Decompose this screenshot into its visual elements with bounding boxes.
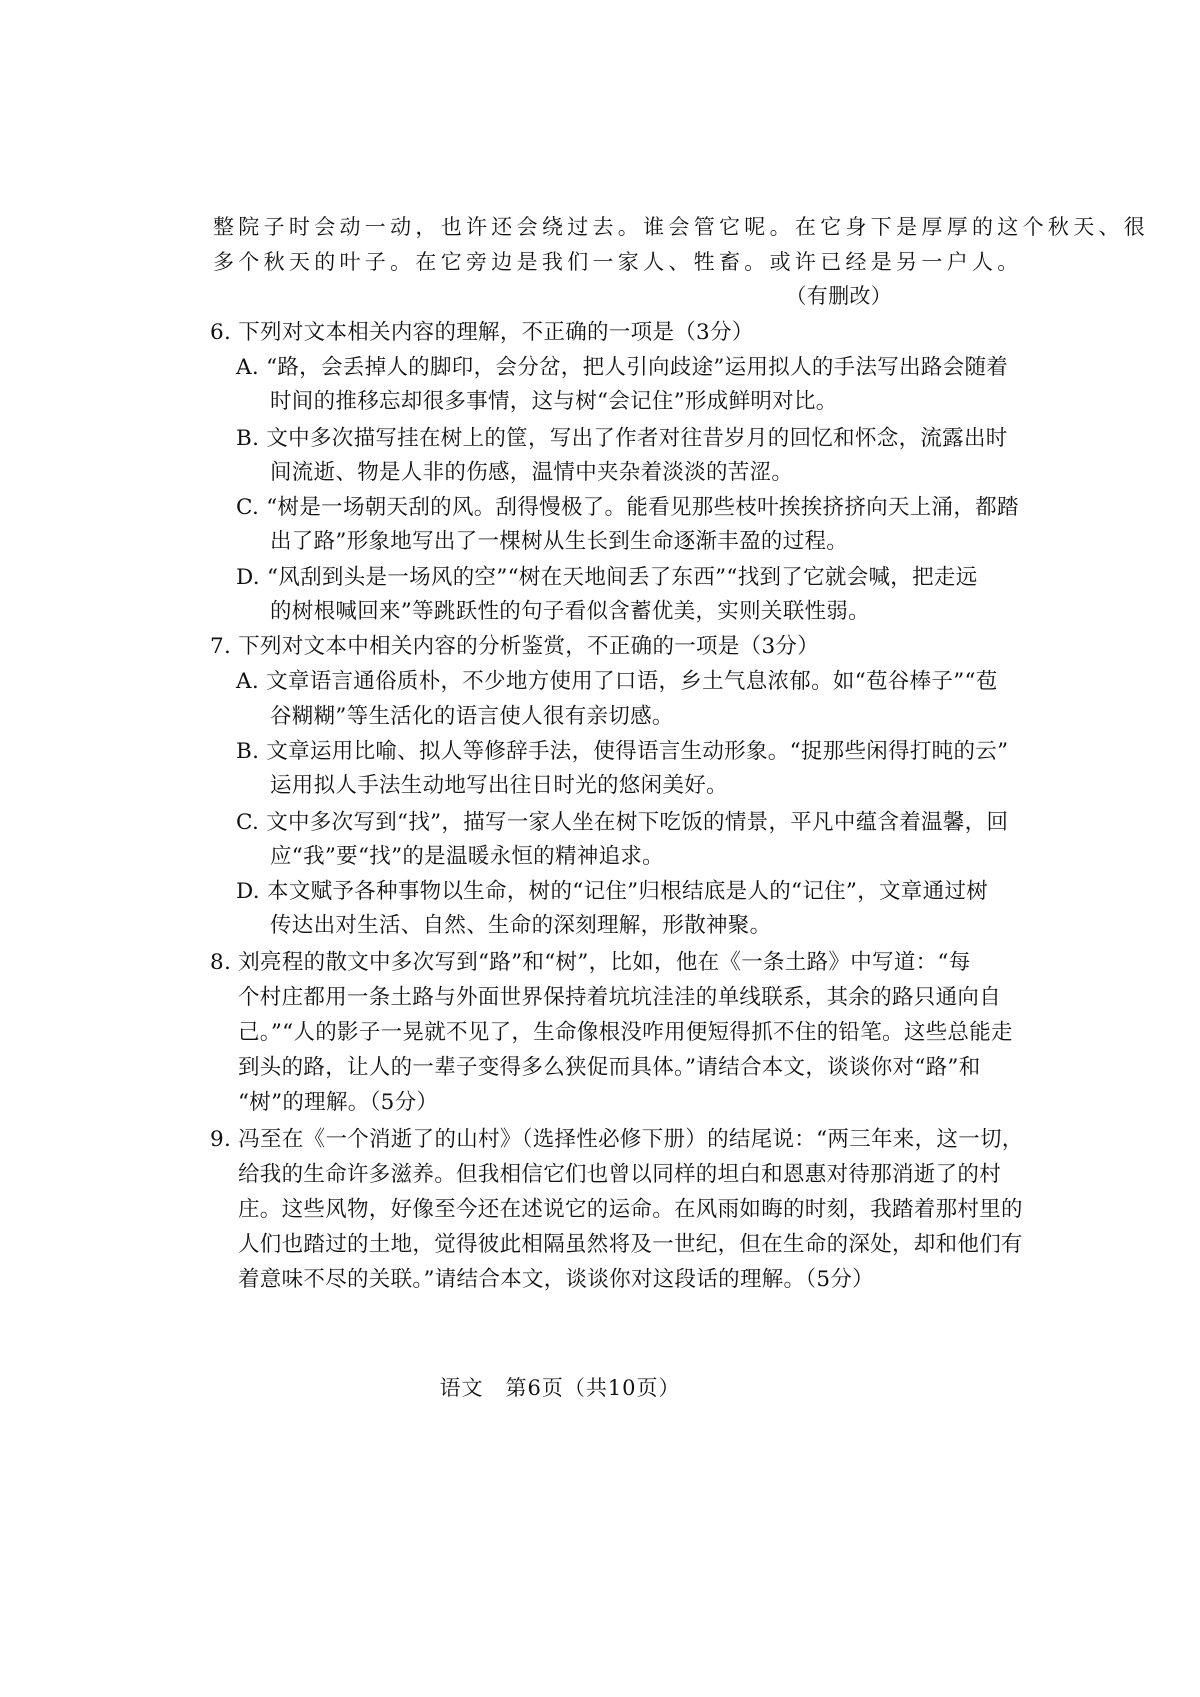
question-6-option-c: C. “树是一场朝天刮的风。刮得慢极了。能看见那些枝叶挨挨挤挤向天上涌，都踏 [236,495,1019,520]
question-7-option-c: C. 文中多次写到“找”，描写一家人坐在树下吃饭的情景，平凡中蕴含着温馨，回 [236,810,1009,835]
question-7-option-b: B. 文章运用比喻、拟人等修辞手法，使得语言生动形象。“捉那些闲得打盹的云” [236,739,1009,764]
question-6-option-a-cont: 时间的推移忘却很多事情，这与树“会记住”形成鲜明对比。 [270,389,838,414]
question-8-line-1: 8. 刘亮程的散文中多次写到“路”和“树”，比如，他在《一条土路》中写道：“每 [210,950,971,975]
question-9-line-4: 人们也踏过的土地，觉得彼此相隔虽然将及一世纪，但在生命的深处，却和他们有 [238,1232,1023,1257]
question-7-option-a-cont: 谷糊糊”等生活化的语言使人很有亲切感。 [270,704,674,729]
question-7-option-c-cont: 应“我”要“找”的是温暖永恒的精神追求。 [270,844,664,869]
question-9-line-3: 庄。这些风物，好像至今还在述说它的运命。在风雨如晦的时刻，我踏着那村里的 [238,1197,1023,1222]
passage-source-note: （有删改） [785,284,892,308]
question-7-option-a: A. 文章语言通俗质朴，不少地方使用了口语，乡土气息浓郁。如“苞谷棒子”“苞 [236,669,998,694]
question-6-stem: 6. 下列对文本相关内容的理解，不正确的一项是（3分） [210,320,754,345]
question-8-line-4: 到头的路，让人的一辈子变得多么狭促而具体。”请结合本文，谈谈你对“路”和 [238,1055,981,1080]
question-7-option-d-cont: 传达出对生活、自然、生命的深刻理解，形散神聚。 [270,913,772,938]
question-6-option-b: B. 文中多次描写挂在树上的筐，写出了作者对往昔岁月的回忆和怀念，流露出时 [236,426,1008,451]
question-7-option-d: D. 本文赋予各种事物以生命，树的“记住”归根结底是人的“记住”，文章通过树 [236,879,989,904]
page-footer: 语文 第6页（共10页） [439,1376,681,1400]
question-7-stem: 7. 下列对文本中相关内容的分析鉴赏，不正确的一项是（3分） [210,634,820,659]
question-6-option-b-cont: 间流逝、物是人非的伤感，温情中夹杂着淡淡的苦涩。 [270,460,794,485]
question-6-option-d: D. “风刮到头是一场风的空”“树在天地间丢了东西”“找到了它就会喊，把走远 [236,565,978,590]
passage-line-1: 整院子时会动一动，也许还会绕过去。谁会管它呢。在它身下是厚厚的这个秋天、很 [213,215,1150,239]
question-6-option-a: A. “路，会丢掉人的脚印，会分岔，把人引向歧途”运用拟人的手法写出路会随着 [236,355,1009,380]
question-8-line-2: 个村庄都用一条土路与外面世界保持着坑坑洼洼的单线联系，其余的路只通向自 [238,985,1002,1010]
question-8-line-3: 己。”“人的影子一晃就不见了，生命像根没咋用便短得抓不住的铅笔。这些总能走 [238,1020,1013,1045]
question-9-line-5: 着意味不尽的关联。”请结合本文，谈谈你对这段话的理解。（5分） [238,1267,874,1292]
question-9-line-2: 给我的生命许多滋养。但我相信它们也曾以同样的坦白和恩惠对待那消逝了的村 [238,1162,1002,1187]
question-8-line-5: “树”的理解。（5分） [238,1090,439,1115]
passage-line-2: 多个秋天的叶子。在它旁边是我们一家人、牲畜。或许已经是另一户人。 [213,250,1023,274]
question-7-option-b-cont: 运用拟人手法生动地写出往日时光的悠闲美好。 [270,773,728,798]
question-9-line-1: 9. 冯至在《一个消逝了的山村》（选择性必修下册）的结尾说：“两三年来，这一切， [210,1127,1024,1152]
question-6-option-c-cont: 出了路”形象地写出了一棵树从生长到生命逐渐丰盈的过程。 [270,529,849,554]
question-6-option-d-cont: 的树根喊回来”等跳跃性的句子看似含蓄优美，实则关联性弱。 [270,599,870,624]
